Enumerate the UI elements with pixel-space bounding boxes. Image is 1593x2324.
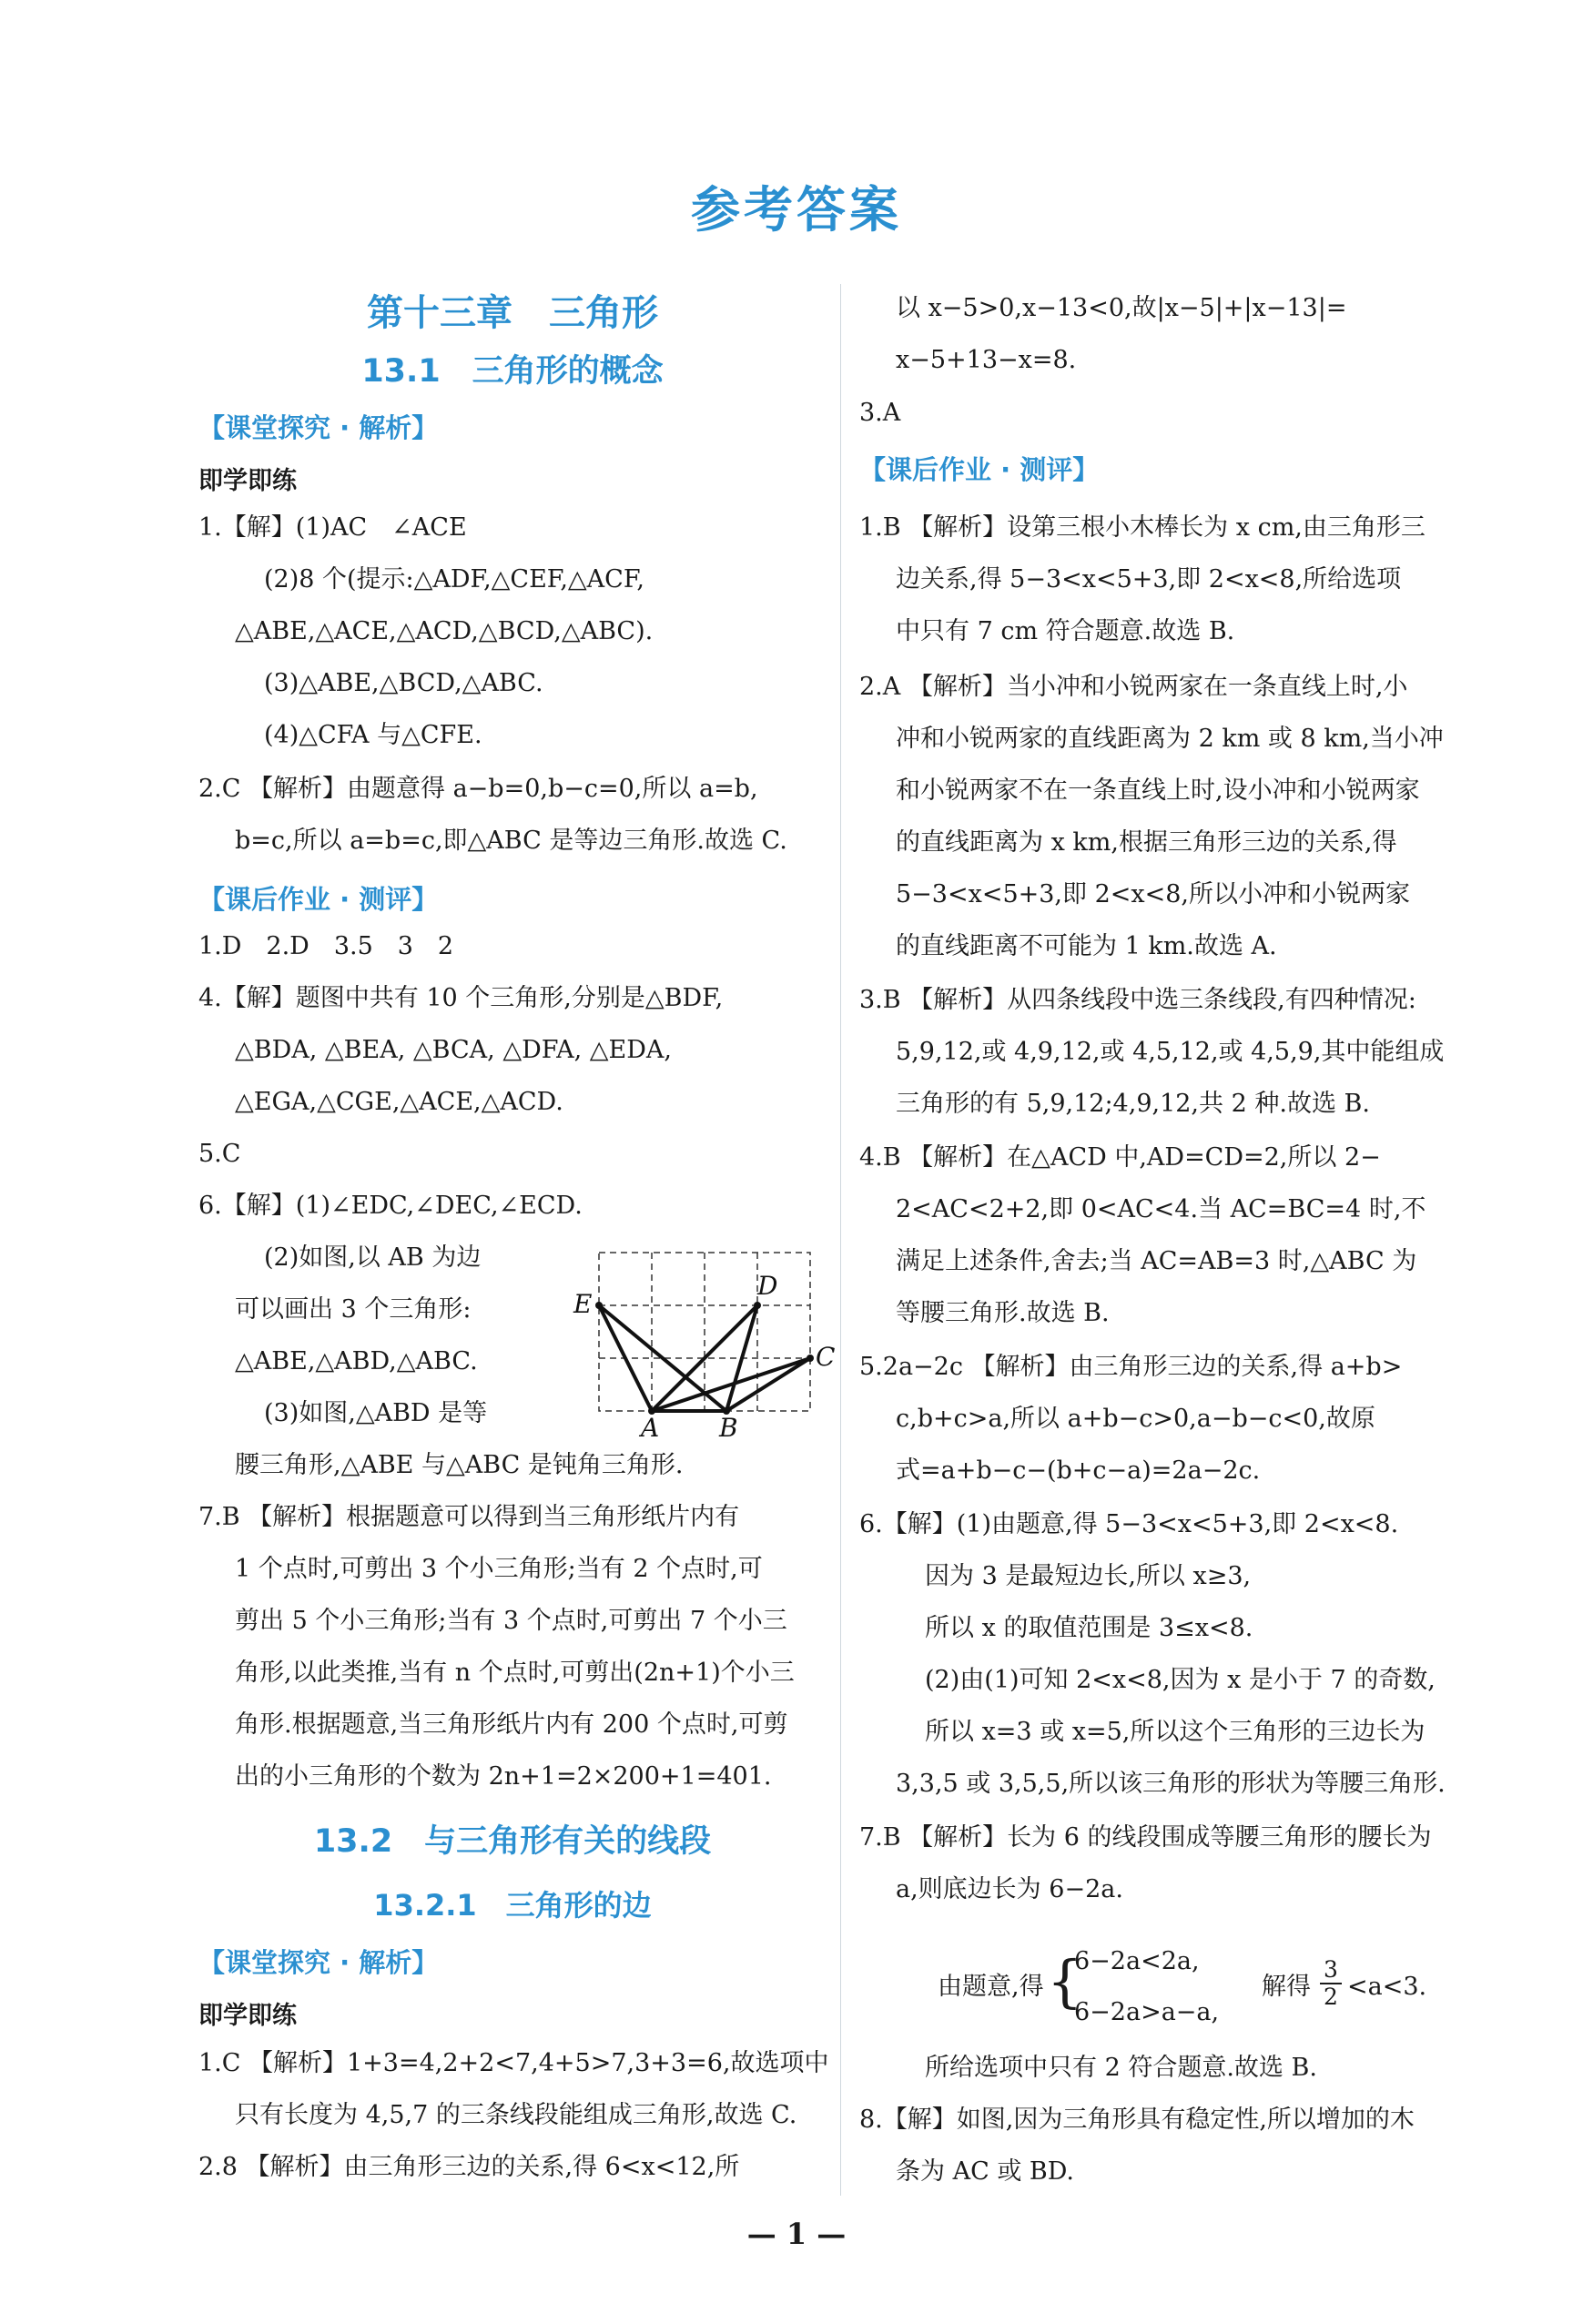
answer-line: 等腰三角形.故选 B. — [896, 1299, 1110, 1327]
answer-line: 5.2a−2c 【解析】由三角形三边的关系,得 a+b> — [859, 1353, 1403, 1381]
answer-line: 7.B 【解析】根据题意可以得到当三角形纸片内有 — [198, 1503, 740, 1531]
answer-line: 三角形的有 5,9,12;4,9,12,共 2 种.故选 B. — [896, 1090, 1370, 1118]
answer-line: 1.B 【解析】设第三根小木棒长为 x cm,由三角形三 — [859, 513, 1426, 542]
answer-line: 条为 AC 或 BD. — [896, 2157, 1075, 2186]
answer-line: 8.【解】如图,因为三角形具有稳定性,所以增加的木 — [859, 2106, 1415, 2134]
tag-class-explore: 【课堂探究 · 解析】 — [198, 412, 439, 443]
fraction-denominator: 2 — [1324, 1984, 1338, 2010]
answer-line: 2.A 【解析】当小冲和小锐两家在一条直线上时,小 — [859, 673, 1408, 701]
answer-line: 3,3,5 或 3,5,5,所以该三角形的形状为等腰三角形. — [896, 1770, 1446, 1798]
label-b: B — [719, 1413, 738, 1443]
answer-line: 4.【解】题图中共有 10 个三角形,分别是△BDF, — [198, 984, 724, 1012]
answer-line: (2)由(1)可知 2<x<8,因为 x 是小于 7 的奇数, — [925, 1666, 1436, 1694]
answer-line: 4.B 【解析】在△ACD 中,AD=CD=2,所以 2− — [859, 1143, 1381, 1172]
equation-system — [938, 1937, 1484, 2037]
tag-homework: 【课后作业 · 测评】 — [198, 884, 439, 915]
subsection-title-13-2-1: 13.2.1 三角形的边 — [373, 1888, 652, 1923]
answer-line: 冲和小锐两家的直线距离为 2 km 或 8 km,当小冲 — [896, 725, 1444, 753]
label-e: E — [573, 1289, 593, 1319]
section-title-13-1: 13.1 三角形的概念 — [361, 353, 664, 390]
answer-line: 的直线距离为 x km,根据三角形三边的关系,得 — [896, 828, 1397, 857]
answer-line: 式=a+b−c−(b+c−a)=2a−2c. — [896, 1456, 1261, 1485]
system-equation-1: 6−2a<2a, — [1074, 1947, 1200, 1975]
answer-line: 3.B 【解析】从四条线段中选三条线段,有四种情况: — [859, 986, 1416, 1014]
answer-line: 中只有 7 cm 符合题意.故选 B. — [896, 617, 1235, 645]
answer-line: 只有长度为 4,5,7 的三条线段能组成三角形,故选 C. — [235, 2101, 797, 2129]
answer-line: 剪出 5 个小三角形;当有 3 个点时,可剪出 7 个小三 — [235, 1607, 787, 1635]
answer-line: 6.【解】(1)由题意,得 5−3<x<5+3,即 2<x<8. — [859, 1510, 1399, 1538]
answer-line: 以 x−5>0,x−13<0,故|x−5|+|x−13|= — [896, 294, 1347, 322]
answer-line: 出的小三角形的个数为 2n+1=2×200+1=401. — [235, 1762, 772, 1791]
answer-line: (2)8 个(提示:△ADF,△CEF,△ACF, — [264, 565, 644, 594]
answer-line: 所以 x 的取值范围是 3≤x<8. — [925, 1614, 1253, 1642]
answer-line: (3)△ABE,△BCD,△ABC. — [264, 669, 543, 697]
answer-line: 腰三角形,△ABE 与△ABC 是钝角三角形. — [235, 1451, 684, 1479]
tag-class-explore: 【课堂探究 · 解析】 — [198, 1947, 439, 1978]
answer-line: 1.D 2.D 3.5 3 2 — [198, 932, 454, 960]
left-brace: { — [1047, 1948, 1083, 2014]
answer-line: 角形,以此类推,当有 n 个点时,可剪出(2n+1)个小三 — [235, 1659, 795, 1687]
answer-line: 的直线距离不可能为 1 km.故选 A. — [896, 932, 1277, 960]
answer-line: 5.C — [198, 1140, 241, 1168]
system-result-post: <a<3. — [1347, 1973, 1427, 2001]
fraction-numerator: 3 — [1320, 1957, 1342, 1984]
answer-line: 可以画出 3 个三角形: — [235, 1295, 472, 1324]
label-c: C — [816, 1342, 836, 1372]
chapter-title: 第十三章 三角形 — [367, 292, 658, 334]
answer-line: x−5+13−x=8. — [896, 346, 1077, 374]
page-number: — 1 — — [746, 2217, 847, 2251]
system-result-pre: 解得 — [1262, 1973, 1311, 2001]
answer-line: 因为 3 是最短边长,所以 x≥3, — [925, 1562, 1252, 1590]
label-d: D — [757, 1271, 778, 1301]
triangle-grid-figure — [563, 1245, 836, 1443]
answer-line: (2)如图,以 AB 为边 — [264, 1243, 482, 1272]
answer-line: a,则底边长为 6−2a. — [896, 1875, 1123, 1903]
answer-line: 满足上述条件,舍去;当 AC=AB=3 时,△ABC 为 — [896, 1247, 1417, 1275]
answer-line: b=c,所以 a=b=c,即△ABC 是等边三角形.故选 C. — [235, 827, 787, 855]
answer-line: 所以 x=3 或 x=5,所以这个三角形的三边长为 — [925, 1718, 1426, 1746]
answer-line: 2.8 【解析】由三角形三边的关系,得 6<x<12,所 — [198, 2153, 740, 2181]
answer-line: 1.C 【解析】1+3=4,2+2<7,4+5>7,3+3=6,故选项中 — [198, 2049, 829, 2077]
system-lead: 由题意,得 — [938, 1973, 1044, 2001]
page-title: 参考答案 — [691, 181, 902, 238]
answer-line: 7.B 【解析】长为 6 的线段围成等腰三角形的腰长为 — [859, 1823, 1432, 1852]
answer-line: 边关系,得 5−3<x<5+3,即 2<x<8,所给选项 — [896, 565, 1402, 594]
column-divider — [840, 284, 841, 2196]
answer-line: 角形.根据题意,当三角形纸片内有 200 个点时,可剪 — [235, 1710, 788, 1739]
answer-line: c,b+c>a,所以 a+b−c>0,a−b−c<0,故原 — [896, 1405, 1375, 1433]
answer-line: 1 个点时,可剪出 3 个小三角形;当有 2 个点时,可 — [235, 1555, 763, 1583]
answer-line: 2.C 【解析】由题意得 a−b=0,b−c=0,所以 a=b, — [198, 775, 758, 803]
tag-homework: 【课后作业 · 测评】 — [859, 454, 1100, 485]
answer-line: 和小锐两家不在一条直线上时,设小冲和小锐两家 — [896, 776, 1420, 805]
sub-heading-practice: 即学即练 — [198, 467, 297, 495]
answer-line: 5−3<x<5+3,即 2<x<8,所以小冲和小锐两家 — [896, 880, 1411, 908]
answer-line: △ABE,△ABD,△ABC. — [235, 1347, 478, 1375]
fraction-three-halves — [1320, 1957, 1342, 2010]
answer-line: 3.A — [859, 399, 901, 427]
system-equation-2: 6−2a>a−a, — [1074, 1998, 1220, 2026]
answer-line: (3)如图,△ABD 是等 — [264, 1399, 488, 1427]
answer-line: 5,9,12,或 4,9,12,或 4,5,12,或 4,5,9,其中能组成 — [896, 1038, 1445, 1066]
answer-line: 1.【解】(1)AC ∠ACE — [198, 513, 467, 542]
answer-line: △BDA, △BEA, △BCA, △DFA, △EDA, — [235, 1036, 672, 1064]
answer-line: △ABE,△ACE,△ACD,△BCD,△ABC). — [235, 617, 654, 645]
answer-line: 2<AC<2+2,即 0<AC<4.当 AC=BC=4 时,不 — [896, 1195, 1426, 1223]
label-a: A — [641, 1413, 660, 1443]
answer-line: △EGA,△CGE,△ACE,△ACD. — [235, 1088, 563, 1116]
answer-line: 6.【解】(1)∠EDC,∠DEC,∠ECD. — [198, 1192, 583, 1220]
sub-heading-practice: 即学即练 — [198, 2002, 297, 2030]
answer-line: (4)△CFA 与△CFE. — [264, 721, 482, 749]
answer-line: 所给选项中只有 2 符合题意.故选 B. — [925, 2054, 1317, 2082]
section-title-13-2: 13.2 与三角形有关的线段 — [313, 1823, 712, 1860]
